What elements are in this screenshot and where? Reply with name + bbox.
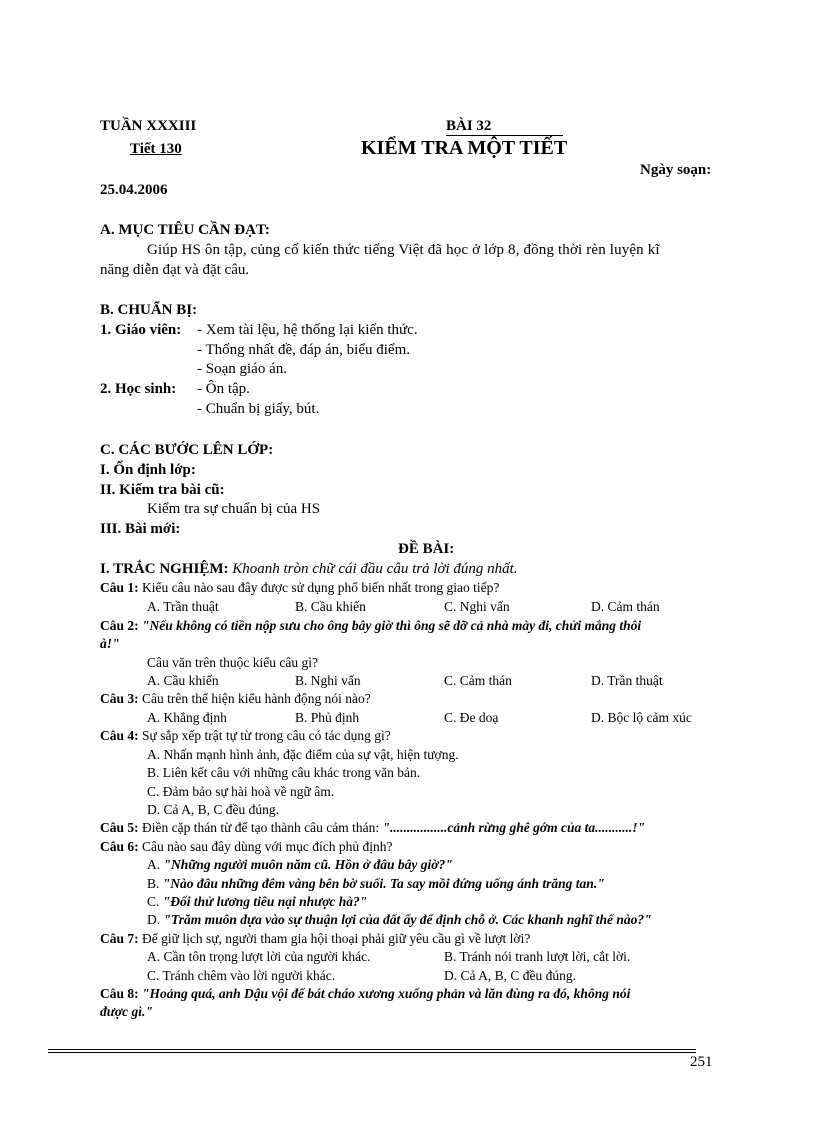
answer-option: B. Nghi vấn	[295, 673, 361, 688]
answer-option: D. Cả A, B, C đều đúng.	[444, 968, 577, 983]
answer-option: B. "Nào đâu những đêm vàng bên bờ suối. Ta say mồi đứng uống ánh trăng tan."	[147, 876, 605, 891]
question-label: Câu 3:	[100, 691, 139, 706]
teacher-item: - Xem tài lệu, hệ thống lại kiến thức.	[197, 322, 418, 338]
section-a-line1: Giúp HS ôn tập, củng cố kiến thức tiếng Việt đã học ở lớp 8, đồng thời rèn luyện kĩ	[147, 242, 660, 258]
page-number: 251	[690, 1054, 713, 1070]
section-a-line2: năng diễn đạt và đặt câu.	[100, 262, 250, 278]
answer-option: D. Bộc lộ cảm xúc	[591, 710, 692, 725]
answer-option: A. "Những người muôn năm cũ. Hồn ở đâu bây giờ?"	[147, 857, 453, 872]
question-label: Câu 4:	[100, 728, 139, 743]
question-text: Câu văn trên thuộc kiểu câu gì?	[147, 655, 318, 670]
student-item: - Chuẩn bị giấy, bút.	[197, 401, 320, 417]
answer-option: A. Cần tôn trọng lượt lời của người khác.	[147, 949, 371, 964]
question-label: Câu 8:	[100, 986, 139, 1001]
question-quote-cont: được gì."	[100, 1004, 153, 1019]
answer-option: C. Cảm thán	[444, 673, 512, 688]
teacher-item: - Thống nhất đề, đáp án, biểu điểm.	[197, 342, 411, 358]
answer-option: C. Đảm bảo sự hài hoà về ngữ âm.	[147, 784, 335, 799]
question-quote: "Nếu không có tiền nộp sưu cho ông bây giờ thì ông sẽ dỡ cả nhà mày đi, chửi mắng thôi	[142, 618, 642, 633]
step-3: III. Bài mới:	[100, 521, 181, 537]
question-quote: ".................cảnh rừng ghê gớm của ta...........!"	[382, 820, 645, 835]
footer-rule	[48, 1049, 696, 1050]
answer-option: B. Liên kết câu với những câu khác trong văn bản.	[147, 765, 421, 780]
question-quote-cont: à!"	[100, 636, 120, 651]
footer-rule	[48, 1052, 696, 1053]
answer-option: A. Khẳng định	[147, 710, 227, 725]
answer-option: A. Cầu khiến	[147, 673, 219, 688]
answer-option: C. Tránh chêm vào lời người khác.	[147, 968, 336, 983]
student-label: 2. Học sinh:	[100, 381, 177, 397]
step-2: II. Kiểm tra bài cũ:	[100, 482, 225, 498]
page-title: KIỂM TRA MỘT TIẾT	[361, 137, 568, 159]
section-b-heading: B. CHUẨN BỊ:	[100, 302, 198, 318]
question-text: Sự sắp xếp trật tự từ trong câu có tác dụng gì?	[142, 728, 391, 743]
answer-option: A. Trần thuật	[147, 599, 219, 614]
step-1: I. Ổn định lớp:	[100, 462, 196, 478]
answer-option: B. Phủ định	[295, 710, 360, 725]
question-label: Câu 7:	[100, 931, 139, 946]
answer-option: D. Cảm thán	[591, 599, 660, 614]
section-a-heading: A. MỤC TIÊU CẦN ĐẠT:	[100, 222, 270, 238]
answer-option: D. Cả A, B, C đều đúng.	[147, 802, 280, 817]
part1-label: I. TRẮC NGHIỆM:	[100, 561, 229, 577]
question-text: Điền cặp thán từ để tạo thành câu cảm thán:	[142, 820, 380, 835]
question-label: Câu 2:	[100, 618, 139, 633]
answer-option: C. "Đối thử lương tiêu nại nhược hà?"	[147, 894, 368, 909]
student-item: - Ôn tập.	[197, 381, 250, 397]
question-label: Câu 6:	[100, 839, 139, 854]
question-label: Câu 5:	[100, 820, 139, 835]
answer-option: D. "Trăm muôn dựa vào sự thuận lợi của đất ấy để định chỗ ở. Các khanh nghĩ thế nào?"	[147, 912, 652, 927]
teacher-item: - Soạn giáo án.	[197, 361, 287, 377]
section-c-heading: C. CÁC BƯỚC LÊN LỚP:	[100, 442, 274, 458]
exam-title: ĐỀ BÀI:	[398, 541, 455, 557]
answer-option: C. Nghi vấn	[444, 599, 510, 614]
lesson-underline	[446, 135, 563, 136]
answer-option: B. Cầu khiến	[295, 599, 366, 614]
question-text: Kiểu câu nào sau đây được sử dụng phổ biến nhất trong giao tiếp?	[142, 580, 500, 595]
question-quote: "Hoảng quá, anh Dậu vội để bát cháo xương xuống phản và lăn đùng ra đó, không nói	[142, 986, 631, 1001]
answer-option: A. Nhấn mạnh hình ảnh, đặc điểm của sự vật, hiện tượng.	[147, 747, 459, 762]
answer-option: B. Tránh nói tranh lượt lời, cắt lời.	[444, 949, 631, 964]
question-text: Câu trên thể hiện kiểu hành động nói nào?	[142, 691, 371, 706]
week-label: TUẦN XXXIII	[100, 118, 197, 134]
question-label: Câu 1:	[100, 580, 139, 595]
prep-date-label: Ngày soạn:	[640, 162, 712, 178]
step-2-text: Kiểm tra sự chuẩn bị của HS	[147, 501, 321, 517]
question-text: Câu nào sau đây dùng với mục đích phủ định?	[142, 839, 393, 854]
teacher-label: 1. Giáo viên:	[100, 322, 182, 338]
answer-option: C. Đe doạ	[444, 710, 499, 725]
answer-option: D. Trần thuật	[591, 673, 663, 688]
question-text: Để giữ lịch sự, người tham gia hội thoại phải giữ yêu cầu gì về lượt lời?	[142, 931, 531, 946]
period-label: Tiết 130	[130, 141, 182, 157]
date-label: 25.04.2006	[100, 182, 168, 198]
lesson-label: BÀI 32	[446, 118, 492, 134]
part1-instruction: Khoanh tròn chữ cái đầu câu trả lời đúng nhất.	[232, 561, 518, 577]
